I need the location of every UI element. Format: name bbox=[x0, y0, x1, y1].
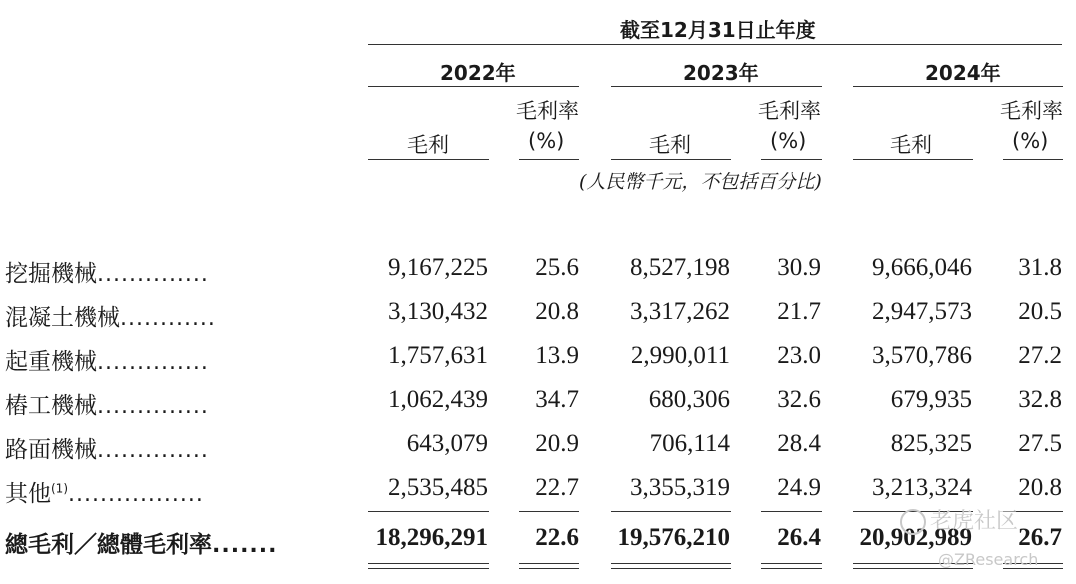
col-margin-2023-l1: 毛利率 bbox=[758, 99, 821, 123]
year-2022: 2022年 bbox=[440, 61, 516, 85]
gp-2024: 2,947,573 bbox=[872, 298, 972, 325]
margin-2022: 22.7 bbox=[535, 474, 579, 501]
col-gross-profit-2023: 毛利 bbox=[649, 133, 691, 157]
row-label: 樁工機械.............. bbox=[5, 393, 209, 419]
margin-2024: 27.2 bbox=[1018, 342, 1062, 369]
total-margin-2023: 26.4 bbox=[777, 524, 821, 551]
margin-2024: 27.5 bbox=[1018, 430, 1062, 457]
margin-2024: 32.8 bbox=[1018, 386, 1062, 413]
gp-2022: 1,757,631 bbox=[388, 342, 488, 369]
margin-2024: 31.8 bbox=[1018, 254, 1062, 281]
margin-2022: 25.6 bbox=[535, 254, 579, 281]
gp-2024: 3,213,324 bbox=[872, 474, 972, 501]
gp-2023: 2,990,011 bbox=[630, 342, 730, 369]
margin-2023: 21.7 bbox=[777, 298, 821, 325]
col-gross-profit-2022: 毛利 bbox=[407, 133, 449, 157]
gp-2024: 679,935 bbox=[890, 386, 972, 413]
gp-2024: 9,666,046 bbox=[872, 254, 972, 281]
footnote-marker: (1) bbox=[51, 481, 68, 496]
col-margin-2023-l2: (%) bbox=[770, 129, 807, 153]
col-margin-2022-l1: 毛利率 bbox=[516, 99, 579, 123]
year-rule-2024 bbox=[853, 86, 1063, 87]
year-rule-2023 bbox=[611, 86, 822, 87]
gp-2023: 706,114 bbox=[649, 430, 730, 457]
header-rule-top bbox=[368, 44, 1062, 45]
subtotal-rule-m-2022 bbox=[519, 511, 579, 512]
margin-2024: 20.8 bbox=[1018, 474, 1062, 501]
sub-rule-gp-2022 bbox=[368, 159, 489, 160]
watermark-handle: @ZResearch bbox=[938, 550, 1039, 569]
total-margin-2022: 22.6 bbox=[535, 524, 579, 551]
margin-2023: 23.0 bbox=[777, 342, 821, 369]
period-title: 截至12月31日止年度 bbox=[620, 18, 816, 42]
total-margin-2024: 26.7 bbox=[1018, 524, 1062, 551]
watermark-logo-icon bbox=[900, 509, 926, 535]
margin-2023: 24.9 bbox=[777, 474, 821, 501]
subtotal-rule-gp-2023 bbox=[611, 511, 731, 512]
row-label: 起重機械.............. bbox=[5, 349, 209, 375]
gp-2023: 3,355,319 bbox=[630, 474, 730, 501]
gp-2022: 643,079 bbox=[406, 430, 488, 457]
row-label: 其他$^{(1)}$................. bbox=[5, 481, 204, 507]
margin-2022: 20.8 bbox=[535, 298, 579, 325]
gp-2022: 9,167,225 bbox=[388, 254, 488, 281]
unit-note: (人民幣千元，不包括百分比) bbox=[579, 171, 822, 193]
col-margin-2024-l1: 毛利率 bbox=[1000, 99, 1063, 123]
sub-rule-m-2024 bbox=[1003, 159, 1063, 160]
total-gp-2023: 19,576,210 bbox=[617, 524, 730, 551]
sub-rule-gp-2024 bbox=[853, 159, 973, 160]
watermark bbox=[900, 504, 1018, 535]
margin-2024: 20.5 bbox=[1018, 298, 1062, 325]
year-2024: 2024年 bbox=[925, 61, 1001, 85]
row-label: 混凝土機械............ bbox=[5, 305, 216, 331]
year-rule-2022 bbox=[368, 86, 579, 87]
col-margin-2024-l2: (%) bbox=[1012, 129, 1049, 153]
subtotal-rule-gp-2022 bbox=[368, 511, 489, 512]
gp-2023: 680,306 bbox=[648, 386, 730, 413]
gp-2022: 3,130,432 bbox=[388, 298, 488, 325]
sub-rule-m-2022 bbox=[519, 159, 579, 160]
gp-2023: 3,317,262 bbox=[630, 298, 730, 325]
col-margin-2022-l2: (%) bbox=[528, 129, 565, 153]
margin-2022: 20.9 bbox=[535, 430, 579, 457]
subtotal-rule-m-2023 bbox=[761, 511, 822, 512]
margin-2022: 13.9 bbox=[535, 342, 579, 369]
watermark-brand: 老虎社区 bbox=[930, 509, 1019, 534]
row-label: 路面機械.............. bbox=[5, 437, 209, 463]
margin-2023: 30.9 bbox=[777, 254, 821, 281]
col-gross-profit-2024: 毛利 bbox=[890, 133, 932, 157]
total-gp-2024: 20,902,989 bbox=[859, 524, 972, 551]
gp-2024: 3,570,786 bbox=[872, 342, 972, 369]
margin-2023: 28.4 bbox=[777, 430, 821, 457]
year-2023: 2023年 bbox=[683, 61, 759, 85]
total-gp-2022: 18,296,291 bbox=[375, 524, 488, 551]
total-label: 總毛利／總體毛利率....... bbox=[5, 532, 278, 558]
sub-rule-gp-2023 bbox=[611, 159, 731, 160]
gp-2022: 1,062,439 bbox=[388, 386, 488, 413]
row-label: 挖掘機械.............. bbox=[5, 261, 209, 287]
gp-2023: 8,527,198 bbox=[630, 254, 730, 281]
margin-2022: 34.7 bbox=[535, 386, 579, 413]
gp-2022: 2,535,485 bbox=[388, 474, 488, 501]
sub-rule-m-2023 bbox=[761, 159, 822, 160]
gp-2024: 825,325 bbox=[890, 430, 972, 457]
margin-2023: 32.6 bbox=[777, 386, 821, 413]
